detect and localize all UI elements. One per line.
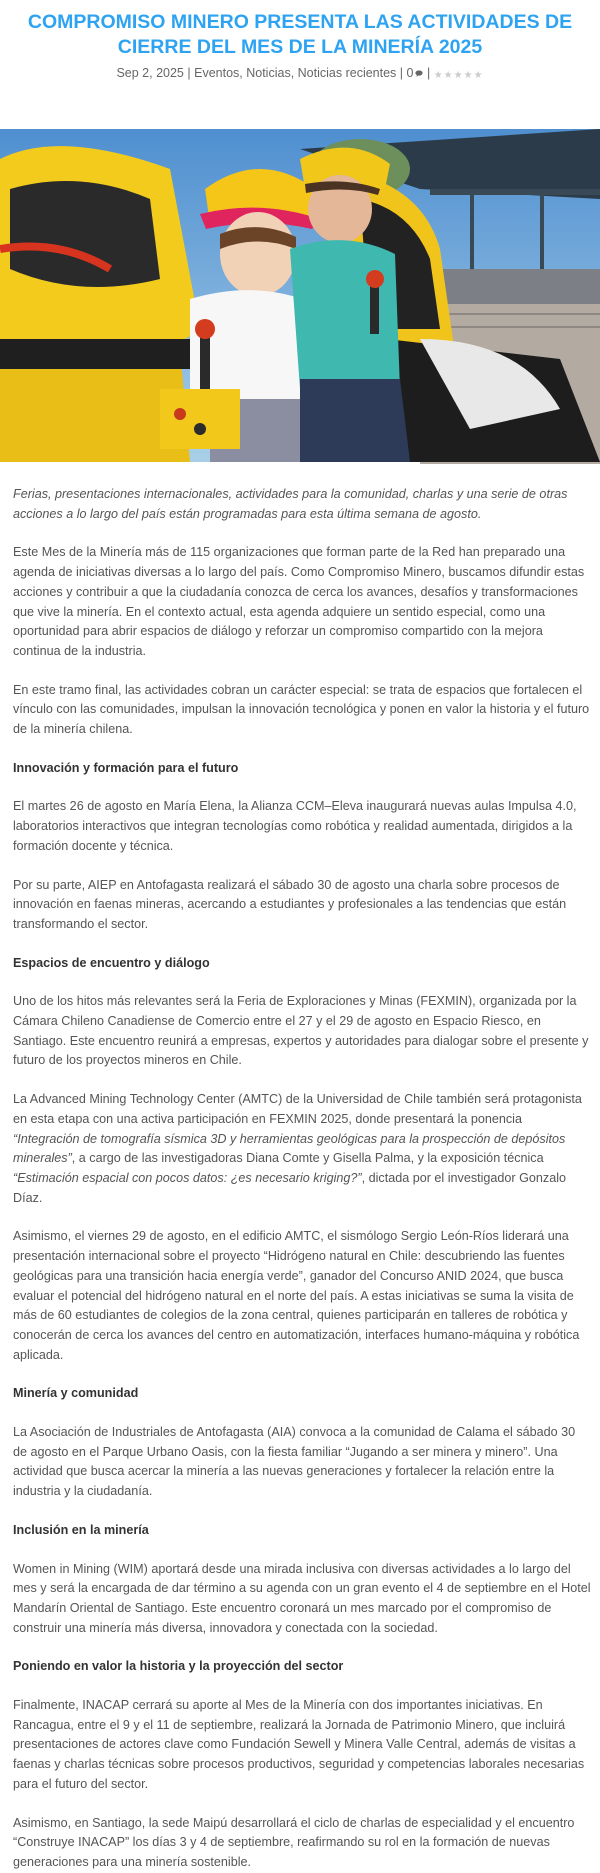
article-paragraph — [13, 1090, 591, 1208]
section-heading-inclusion: Inclusión en la minería — [13, 1522, 149, 1537]
category-link-noticias[interactable]: Noticias — [246, 66, 291, 80]
section-heading-encuentro: Espacios de encuentro y diálogo — [13, 955, 210, 970]
comments-count: 0 — [406, 66, 414, 80]
article-paragraph: El martes 26 de agosto en María Elena, la Alianza CCM–Eleva inaugurará nuevas aulas Impulsa 4.0, laboratorios interactivos que integran tecnologías como robótica y realidad aumentada, dirigidos a la formación docente y técnica. — [13, 799, 577, 853]
hero-image — [0, 129, 600, 462]
text-span: La Advanced Mining Technology Center (AMTC) de la Universidad de Chile también será protagonista en esta etapa con una activa participación en FEXMIN 2025, donde presentará la ponencia — [13, 1092, 582, 1126]
article-paragraph: Finalmente, INACAP cerrará su aporte al Mes de la Minería con dos importantes iniciativas. En Rancagua, entre el 9 y el 11 de septiembre, realizará la Jornada de Patrimonio Minero, que incluirá presentaciones de actores clave como Fundación Sewell y Minera Valle Central, además de visitas a faenas y charlas técnicas sobre procesos productivos, seguridad y competencias laborales necesarias para el futuro del sector. — [13, 1698, 585, 1791]
meta-separator: | — [187, 66, 191, 80]
article-paragraph: Este Mes de la Minería más de 115 organizaciones que forman parte de la Red han preparado una agenda de iniciativas diversas a lo largo del país. Como Compromiso Minero, buscamos difundir estas acciones y contribuir a que la ciudadanía conozca de cerca los avances, desafíos y transformaciones que vive la minería. En el contexto actual, esta agenda adquiere un sentido especial, como una oportunidad para abrir espacios de diálogo y reforzar un compromiso compartido con la mejora continua de la industria. — [13, 545, 585, 658]
section-heading-comunidad: Minería y comunidad — [13, 1386, 139, 1401]
article-paragraph: Women in Mining (WIM) aportará desde una mirada inclusiva con diversas actividades a lo largo del mes y será la encargada de dar término a su agenda con un gran evento el 4 de septiembre en el Hotel Mandarín Oriental de Santiago. Este encuentro coronará un mes marcado por el compromiso de construir una minería más diversa, innovadora y conectada con la sociedad. — [13, 1561, 591, 1635]
category-link-noticias-recientes[interactable]: Noticias recientes — [297, 66, 397, 80]
text-span: , dictada por el investigador Gonzalo Díaz. — [13, 1170, 567, 1205]
article-paragraph: Uno de los hitos más relevantes será la Feria de Exploraciones y Minas (FEXMIN), organizada por la Cámara Chileno Canadiense de Comercio entre el 27 y el 29 de agosto en Espacio Riesco, en Santiago. Este encuentro reunirá a empresas, expertos y autoridades para dialogar sobre el presente y futuro de los proyectos mineros en Chile. — [13, 994, 589, 1068]
post-meta: Sep 2, 2025 | Eventos, Noticias, Noticias recientes | 0 | ★★★★★ — [116, 66, 484, 81]
meta-separator: | — [426, 66, 431, 80]
comments-link[interactable] — [407, 66, 424, 80]
comment-icon — [415, 70, 423, 77]
article-paragraph: Asimismo, en Santiago, la sede Maipú desarrollará el ciclo de charlas de especialidad y el encuentro “Construye INACAP” los días 3 y 4 de septiembre, reafirmando su rol en la formación de nuevas generaciones para una minería sostenible. — [13, 1815, 575, 1869]
article-paragraph: Por su parte, AIEP en Antofagasta realizará el sábado 30 de agosto una charla sobre procesos de innovación en faenas mineras, acercando a estudiantes y profesionales a las tendencias que están transformando el sector. — [13, 877, 567, 931]
article-paragraph: Asimismo, el viernes 29 de agosto, en el edificio AMTC, el sismólogo Sergio León-Ríos liderará una presentación internacional sobre el proyecto “Hidrógeno natural en Chile: descubriendo las fuentes geológicas para una transición hacia energía verde”, ganador del Concurso ANID 2024, que busca evaluar el potencial del hidrógeno natural en el norte del país. A estas iniciativas se suma la visita de más de 60 estudiantes de colegios de la zona central, quienes participarán en talleres de robótica y conocerán de cerca los avances del centro en automatización, interfaces humano-máquina y robótica aplicada. — [13, 1229, 580, 1362]
section-heading-innovacion: Innovación y formación para el futuro — [13, 760, 239, 775]
article-lead: Ferias, presentaciones internacionales, actividades para la comunidad, charlas y una serie de otras acciones a lo largo del país están programadas para esta última semana de agosto. — [13, 487, 568, 521]
post-title: COMPROMISO MINERO PRESENTA LAS ACTIVIDADES DE CIERRE DEL MES DE LA MINERÍA 2025 — [27, 11, 573, 58]
meta-separator: | — [399, 66, 404, 80]
category-link-eventos[interactable]: Eventos — [194, 66, 240, 80]
post-date: Sep 2, 2025 — [116, 66, 184, 80]
rating-stars[interactable]: ★★★★★ — [433, 70, 484, 81]
article-paragraph: La Asociación de Industriales de Antofagasta (AIA) convoca a la comunidad de Calama el sábado 30 de agosto en el Parque Urbano Oasis, con la fiesta familiar “Jugando a ser minera y minero”. Una actividad que busca acercar la minería a las nuevas generaciones y fortalecer la relación entre la industria y la ciudadanía. — [13, 1425, 576, 1499]
section-heading-historia: Poniendo en valor la historia y la proyección del sector — [13, 1659, 344, 1674]
text-span: , a cargo de las investigadoras Diana Comte y Gisella Palma, y la exposición técnica — [71, 1151, 544, 1166]
hero-photo-illustration — [0, 129, 600, 462]
article-body — [13, 487, 591, 1873]
italic-span: “Estimación espacial con pocos datos: ¿es necesario kriging?” — [13, 1170, 362, 1185]
article-paragraph: En este tramo final, las actividades cobran un carácter especial: se trata de espacios que fortalecen el vínculo con las comunidades, impulsan la innovación tecnológica y ponen en valor la historia y el futuro de la minería chilena. — [13, 682, 590, 737]
italic-span: “Integración de tomografía sísmica 3D y herramientas geológicas para la prospección de depósitos minerales” — [13, 1131, 566, 1166]
